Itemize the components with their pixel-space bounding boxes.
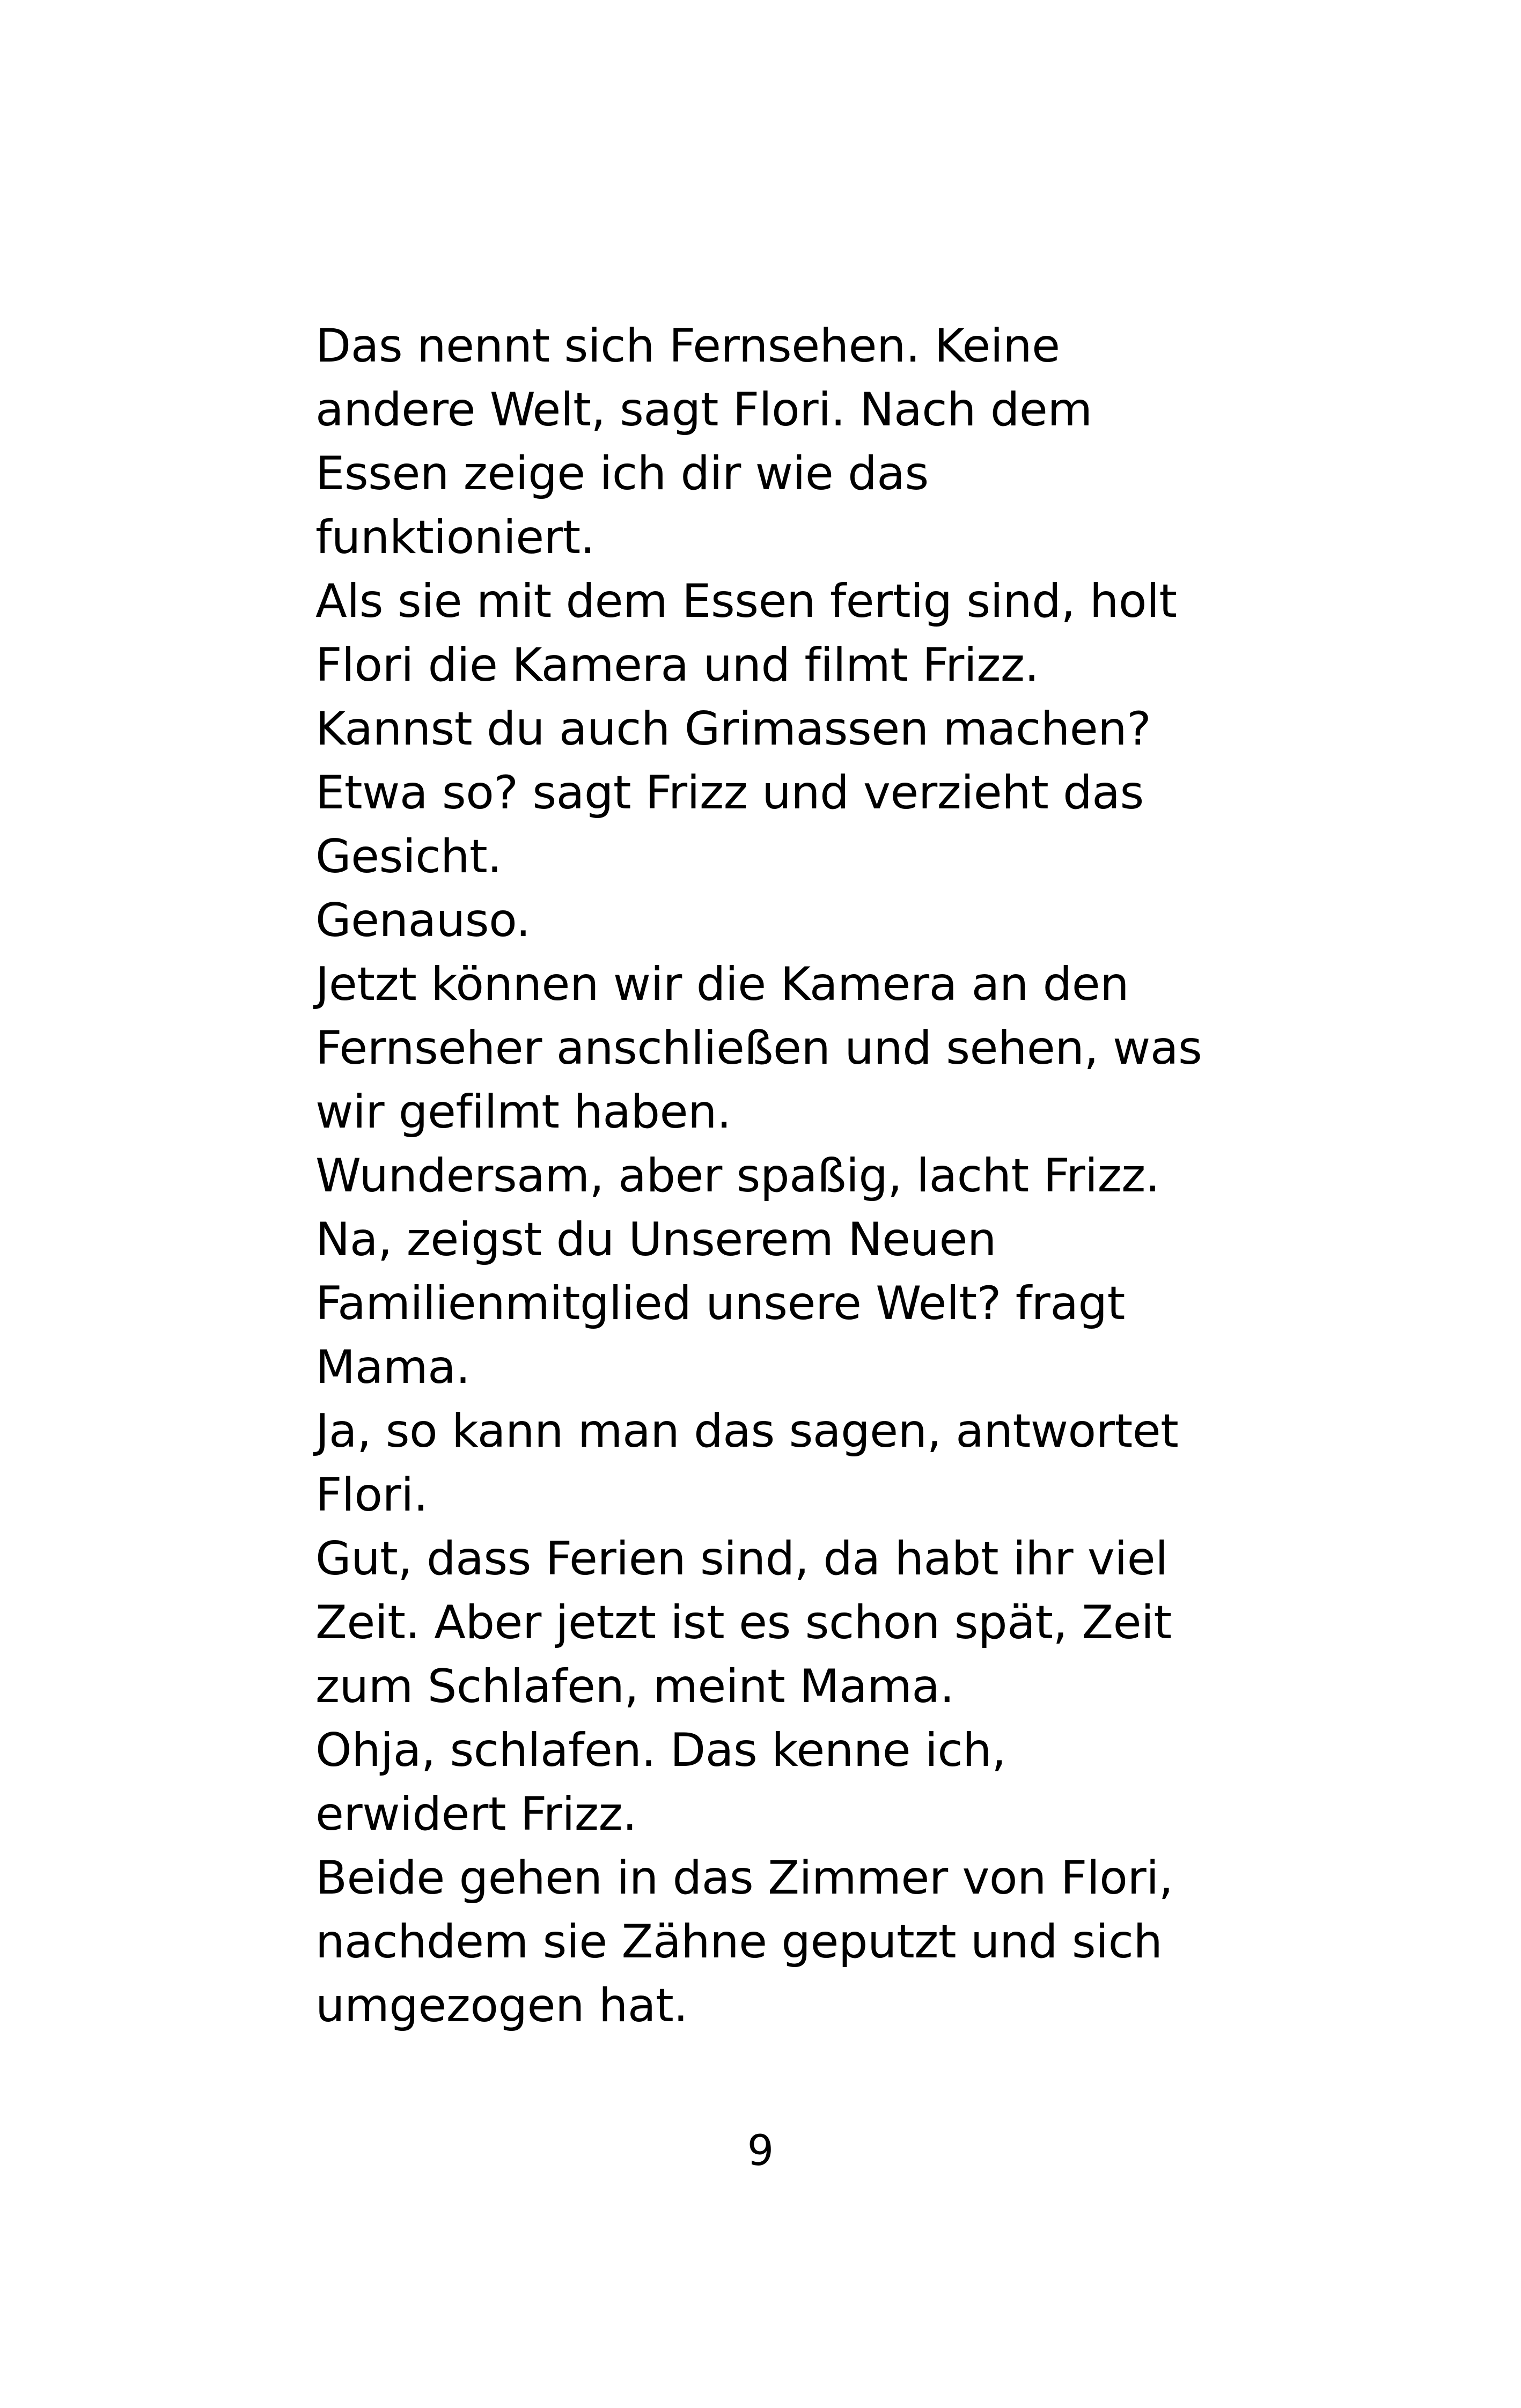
text-line: zum Schlafen, meint Mama.: [315, 1660, 954, 1713]
text-line: Fernseher anschließen und sehen, was: [315, 1021, 1202, 1075]
text-line: andere Welt, sagt Flori. Nach dem: [315, 383, 1092, 437]
text-line: wir gefilmt haben.: [315, 1085, 731, 1139]
text-line: Kannst du auch Grimassen machen?: [315, 702, 1151, 756]
text-line: Flori.: [315, 1468, 428, 1522]
text-line: Gesicht.: [315, 830, 502, 883]
text-line: Beide gehen in das Zimmer von Flori,: [315, 1851, 1173, 1905]
text-line: umgezogen hat.: [315, 1979, 688, 2033]
text-line: Flori die Kamera und filmt Frizz.: [315, 638, 1039, 692]
text-line: nachdem sie Zähne geputzt und sich: [315, 1915, 1163, 1969]
text-line: Das nennt sich Fernsehen. Keine: [315, 319, 1060, 373]
text-line: Als sie mit dem Essen fertig sind, holt: [315, 575, 1177, 628]
text-line: Essen zeige ich dir wie das: [315, 447, 929, 500]
text-line: Mama.: [315, 1341, 471, 1394]
text-line: funktioniert.: [315, 511, 595, 564]
text-line: Ohja, schlafen. Das kenne ich,: [315, 1724, 1006, 1777]
text-line: Etwa so? sagt Frizz und verzieht das: [315, 766, 1144, 820]
text-line: erwidert Frizz.: [315, 1787, 637, 1841]
text-line: Na, zeigst du Unserem Neuen: [315, 1213, 996, 1266]
text-line: Genauso.: [315, 894, 531, 947]
text-line: Zeit. Aber jetzt ist es schon spät, Zeit: [315, 1596, 1172, 1649]
text-line: Gut, dass Ferien sind, da habt ihr viel: [315, 1532, 1168, 1586]
text-line: Jetzt können wir die Kamera an den: [315, 958, 1129, 1011]
body-text: [315, 314, 1260, 2038]
text-line: Familienmitglied unsere Welt? fragt: [315, 1277, 1125, 1330]
page-number: 9: [747, 2127, 774, 2175]
text-line: Ja, so kann man das sagen, antwortet: [315, 1404, 1179, 1458]
text-line: Wundersam, aber spaßig, lacht Frizz.: [315, 1149, 1160, 1203]
